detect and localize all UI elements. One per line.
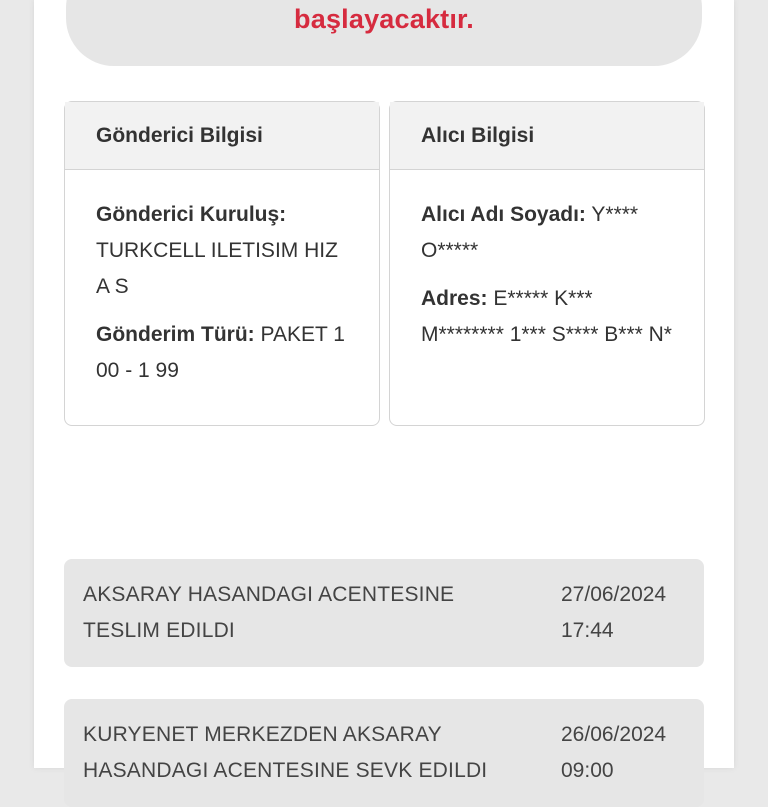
sender-card-title: Gönderici Bilgisi [65, 102, 379, 170]
sender-card-body [65, 170, 379, 389]
tracking-event-date: 27/06/2024 [561, 583, 667, 606]
tracking-event-description: AKSARAY HASANDAGI ACENTESINE TESLIM EDILDI [83, 583, 455, 642]
tracking-event-datetime [561, 717, 666, 807]
tracking-event-row[interactable] [64, 699, 704, 807]
receiver-name-value: Y**** O***** [421, 203, 639, 262]
status-banner-text: başlayacaktır. [294, 4, 474, 34]
status-banner [66, 0, 702, 66]
tracking-event-row[interactable] [64, 559, 704, 667]
receiver-name-field [421, 197, 678, 269]
receiver-card-body [390, 170, 704, 353]
tracking-event-date: 26/06/2024 [561, 723, 667, 746]
sender-info-card [64, 101, 380, 426]
tracking-event-description: KURYENET MERKEZDEN AKSARAY HASANDAGI ACENTESINE SEVK EDILDI [83, 723, 488, 782]
tracking-event-time: 17:44 [561, 619, 614, 642]
receiver-card-title: Alıcı Bilgisi [390, 102, 704, 170]
shipment-type-label: Gönderim Türü: [96, 323, 255, 346]
receiver-name-label: Alıcı Adı Soyadı: [421, 203, 586, 226]
receiver-info-card [389, 101, 705, 426]
tracking-page [34, 0, 734, 782]
sender-org-label: Gönderici Kuruluş: [96, 203, 287, 226]
receiver-address-field [421, 281, 678, 353]
tracking-event-time: 09:00 [561, 759, 614, 782]
receiver-address-label: Adres: [421, 287, 488, 310]
receiver-address-value: E***** K*** M******** 1*** S**** B*** N* [421, 287, 672, 346]
shipment-type-field [96, 317, 353, 389]
tracking-event-datetime [561, 577, 666, 667]
shipment-type-value: PAKET 1 00 - 1 99 [96, 323, 345, 382]
sender-org-field [96, 197, 353, 305]
sender-org-value: TURKCELL ILETISIM HIZ A S [96, 239, 338, 298]
